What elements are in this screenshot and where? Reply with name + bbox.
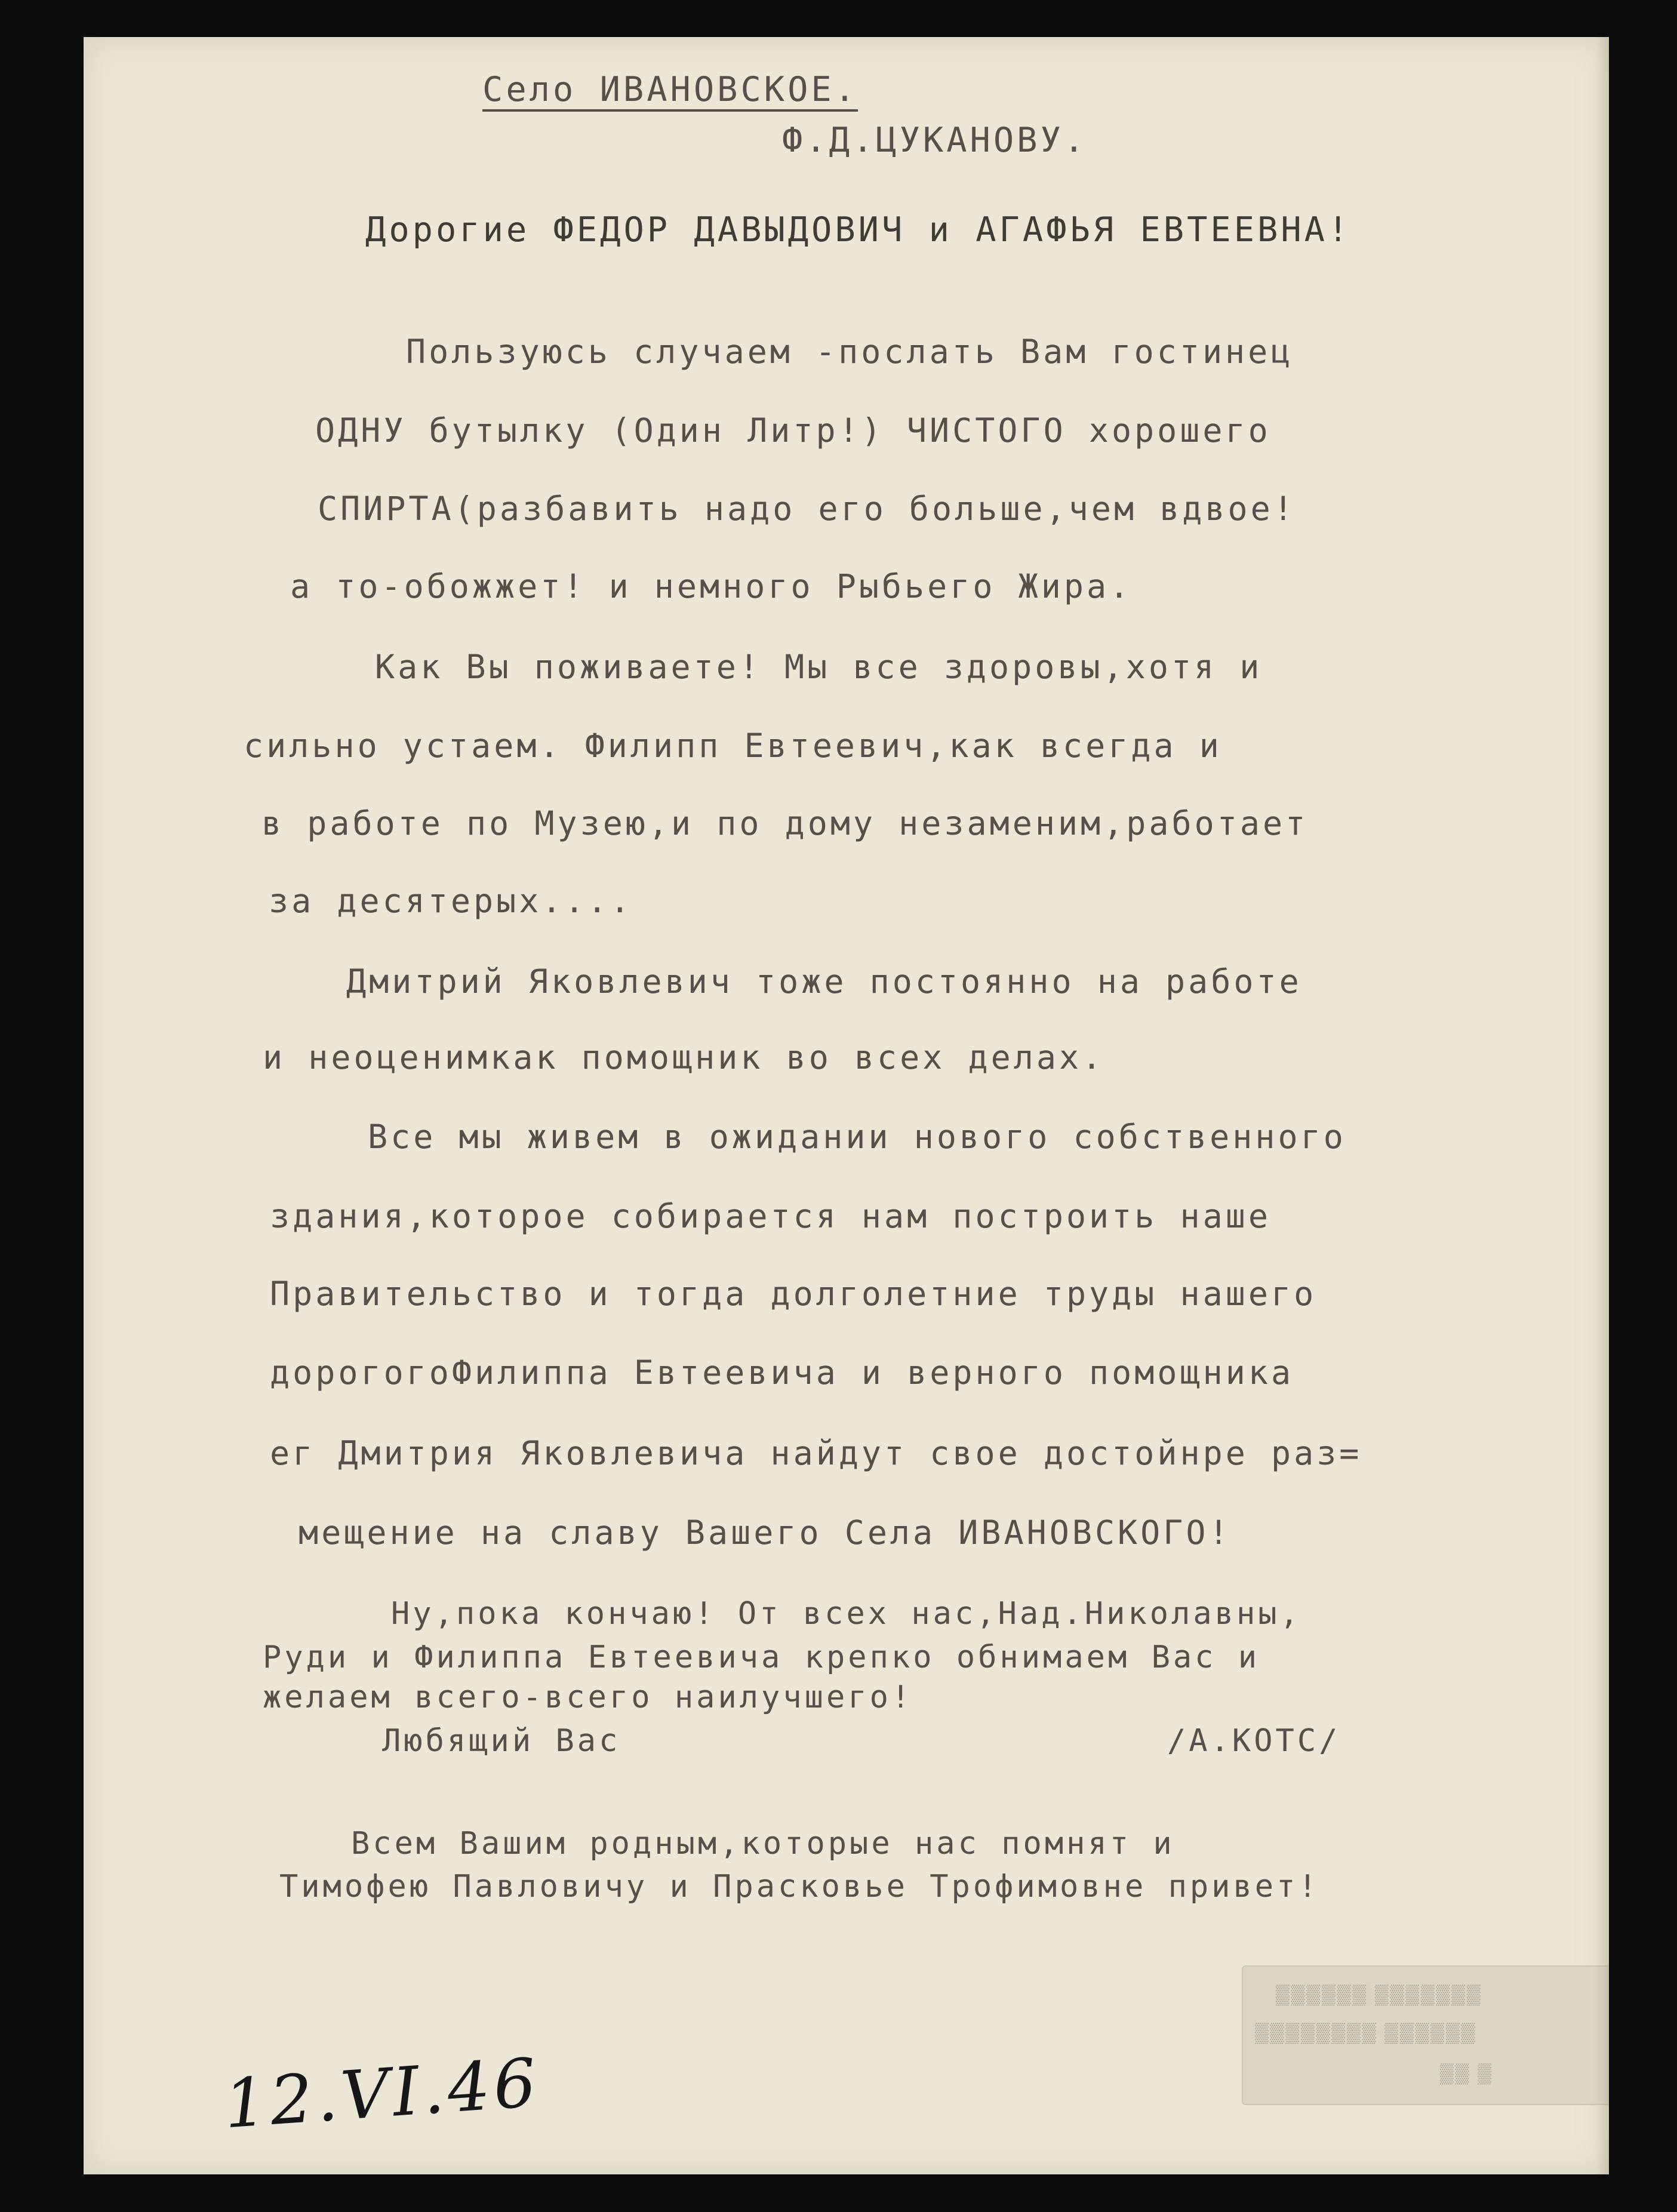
closing-line: Руди и Филиппа Евтеевича крепко обнимаем Вас и <box>263 1639 1260 1675</box>
body-line: Дмитрий Яковлевич тоже постоянно на работе <box>346 962 1302 1001</box>
signature-name: /А.КОТС/ <box>1167 1723 1341 1759</box>
body-line: сильно устаем. Филипп Евтеевич,как всегда и <box>244 727 1222 765</box>
signature-phrase: Любящий Вас <box>382 1723 621 1759</box>
body-line: а то-обожжет! и немного Рыбьего Жира. <box>290 567 1133 605</box>
greeting-line: Дорогие ФЕДОР ДАВЫДОВИЧ и АГАФЬЯ ЕВТЕЕВНА! <box>365 210 1352 250</box>
letter-page <box>84 37 1609 2174</box>
body-line: Как Вы поживаете! Мы все здоровы,хотя и <box>375 648 1263 686</box>
closing-line: Ну,пока кончаю! От всех нас,Над.Николавны, <box>391 1596 1301 1632</box>
handwritten-date: 12.VI.46 <box>221 2044 543 2144</box>
body-line: дорогогоФилиппа Евтеевича и верного помощника <box>270 1353 1294 1392</box>
body-line: Правительство и тогда долголетние труды нашего <box>270 1275 1317 1313</box>
body-line: в работе по Музею,и по дому незаменим,работает <box>261 804 1309 842</box>
body-line: здания,которое собирается нам построить наше <box>270 1197 1271 1235</box>
body-line: мещение на славу Вашего Села ИВАНОВСКОГО! <box>299 1513 1232 1552</box>
closing-line: желаем всего-всего наилучшего! <box>263 1679 913 1715</box>
body-line: и неоценимкак помощник во всех делах. <box>263 1038 1105 1076</box>
body-line: СПИРТА(разбавить надо его больше,чем вдвое! <box>318 490 1296 528</box>
body-line: ег Дмитрия Яковлевича найдут свое достойнре раз= <box>270 1434 1362 1472</box>
body-line: за десятерых.... <box>269 882 633 920</box>
village-heading: Село ИВАНОВСКОЕ. <box>482 70 858 109</box>
postscript-line: Всем Вашим родным,которые нас помнят и <box>351 1826 1175 1862</box>
addressee-line: Ф.Д.ЦУКАНОВУ. <box>782 121 1088 160</box>
archive-stamp: ▒▒▒▒▒▒ ▒▒▒▒▒▒▒ ▒▒▒▒▒▒▒▒ ▒▒▒▒▒▒ ▒▒ ▒ <box>1242 1965 1609 2105</box>
body-line: Все мы живем в ожидании нового собственного <box>368 1118 1346 1156</box>
body-line: Пользуюсь случаем -послать Вам гостинец <box>406 333 1294 371</box>
postscript-line: Тимофею Павловичу и Прасковье Трофимовне привет! <box>279 1869 1320 1905</box>
body-line: ОДНУ бутылку (Один Литр!) ЧИСТОГО хорошего <box>315 411 1271 450</box>
